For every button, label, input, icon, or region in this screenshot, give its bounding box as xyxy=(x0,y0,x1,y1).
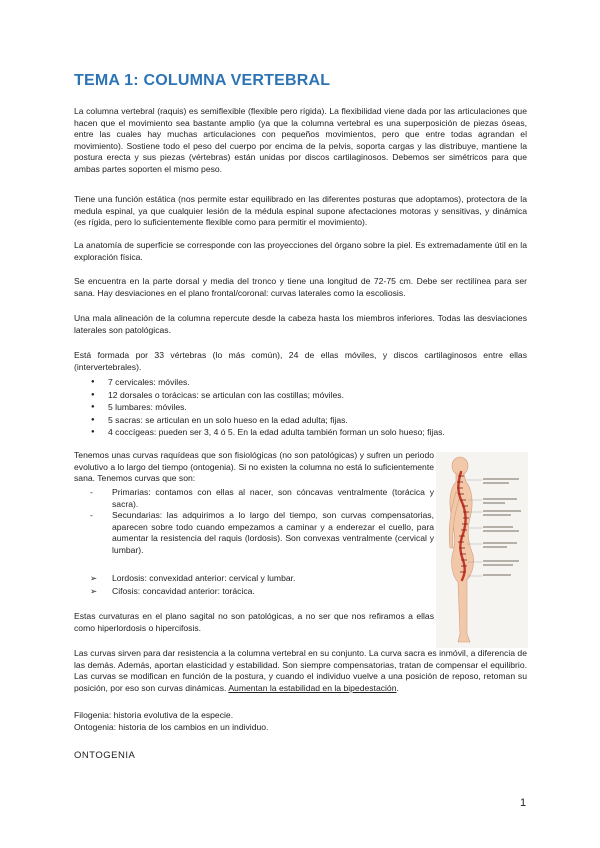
list-item xyxy=(74,572,434,585)
list-item-text: Lordosis: convexidad anterior: cervical y lumbar. xyxy=(112,573,296,583)
paragraph-location: Se encuentra en la parte dorsal y media del tronco y tiene una longitud de 72-75 cm. Debe ser rectilínea para ser sana. Hay desviaciones en el plano frontal/coronal: curvas laterales como la escoliosis. xyxy=(74,276,527,298)
spine-figure-svg xyxy=(436,452,528,648)
list-item: ● 4 coccígeas: pueden ser 3, 4 ó 5. En la edad adulta también forman un solo hueso; fijas. xyxy=(74,426,534,439)
list-item-text: Cifosis: concavidad anterior: torácica. xyxy=(112,585,255,596)
curves-list xyxy=(74,487,434,557)
definition-ontogenia: Ontogenia: historia de los cambios en un individuo. xyxy=(74,722,269,732)
list-item: ● 12 dorsales o torácicas: se articulan con las costillas; móviles. xyxy=(74,389,534,402)
arrow-marker: ➢ xyxy=(90,585,98,596)
list-item: ● 5 lumbares: móviles. xyxy=(74,401,534,414)
paragraph-curve-function xyxy=(74,648,527,694)
definition-filogenia: Filogenia: historia evolutiva de la especie. xyxy=(74,710,234,720)
list-item-text: Primarias: contamos con ellas al nacer, son cóncavas ventralmente (torácica y sacra). xyxy=(112,487,434,509)
list-item xyxy=(74,510,434,556)
paragraph-sagittal: Estas curvaturas en el plano sagital no son patológicas, a no ser que nos refiramos a ellas como hiperlordosis o hipercifosis. xyxy=(74,611,434,633)
paragraph-text: Las curvas sirven para dar resistencia a la columna vertebral en su conjunto. La curva sacra es inmóvil, a diferencia de las demás. Además, aportan elasticidad y estabilidad. Son siempre compensatorias, tratan de compensar el equilibrio. Las curvas se modifican en función de la postura, y cuando el individuo vuelve a una posición de reposo, retoman su posición, por eso son curvas dinámicas. xyxy=(74,648,527,693)
list-item xyxy=(74,585,434,598)
paragraph-text-end: . xyxy=(396,682,399,693)
document-title: TEMA 1: COLUMNA VERTEBRAL xyxy=(74,72,331,89)
paragraph-curves: Tenemos unas curvas raquídeas que son fisiológicas (no son patológicas) y sufren un periodo evolutivo a lo largo del tiempo (ontogenia). Si no existen la columna no está lo suficientemente sana. Tenemos curvas que son: xyxy=(74,450,434,484)
paragraph-functions: Tiene una función estática (nos permite estar equilibrado en las diferentes posturas que adoptamos), protectora de la medula espinal, ya que cualquier lesión de la médula espinal supone afectaciones motoras y sensitivas, y dinámica (es rígida, pero lo suficientemente flexible como para permitir el movimiento). xyxy=(74,194,527,228)
curve-types-list xyxy=(74,572,434,597)
list-item: ● 7 cervicales: móviles. xyxy=(74,376,534,389)
paragraph-composition: Está formada por 33 vértebras (lo más común), 24 de ellas móviles, y discos cartilaginosos entre ellas (intervertebrales). xyxy=(74,350,527,372)
page-number: 1 xyxy=(520,797,527,809)
spine-lateral-view-illustration xyxy=(436,452,528,648)
list-item xyxy=(74,487,434,510)
figure-label-placeholders xyxy=(483,478,521,576)
dash-marker: - xyxy=(90,487,93,497)
dash-marker: - xyxy=(90,510,93,521)
paragraph-alignment: Una mala alineación de la columna repercute desde la cabeza hasta los miembros inferiores. Todas las desviaciones laterales son patológicas. xyxy=(74,313,527,335)
underlined-text: Aumentan la estabilidad en la bipedestación xyxy=(228,682,397,693)
paragraph-intro: La columna vertebral (raquis) es semiflexible (flexible pero rígida). La flexibilidad viene dada por las articulaciones que hacen que el movimiento sea bastante amplio (ya que la columna vertebral es una superposición de piezas óseas, entre las cuales hay muchas articulaciones con pequeños movimientos, pero que entre todas agrandan el movimiento). Sostiene todo el peso del cuerpo por encima de la pelvis, soporta cargas y las distribuye, mantiene la postura erecta y sus piezas (vértebras) están unidas por discos cartilaginosos. Debemos ser simétricos para que ambas partes soporten el mismo peso. xyxy=(74,106,527,174)
vertebrae-list xyxy=(74,376,534,439)
arrow-marker: ➢ xyxy=(90,573,98,583)
section-heading-ontogenia: ONTOGENIA xyxy=(74,750,136,761)
paragraph-anatomy: La anatomía de superficie se corresponde con las proyecciones del órgano sobre la piel. Es extremadamente útil en la exploración física. xyxy=(74,240,527,262)
list-item: ● 5 sacras: se articulan en un solo hueso en la edad adulta; fijas. xyxy=(74,414,534,427)
list-item-text: Secundarias: las adquirimos a lo largo del tiempo, son curvas compensatorias, aparecen sobre todo cuando empezamos a caminar y a enderezar el cuello, para aumentar la resistencia del raquis (lordosis). Son convexas ventralmente (cervical y lumbar). xyxy=(112,510,434,555)
